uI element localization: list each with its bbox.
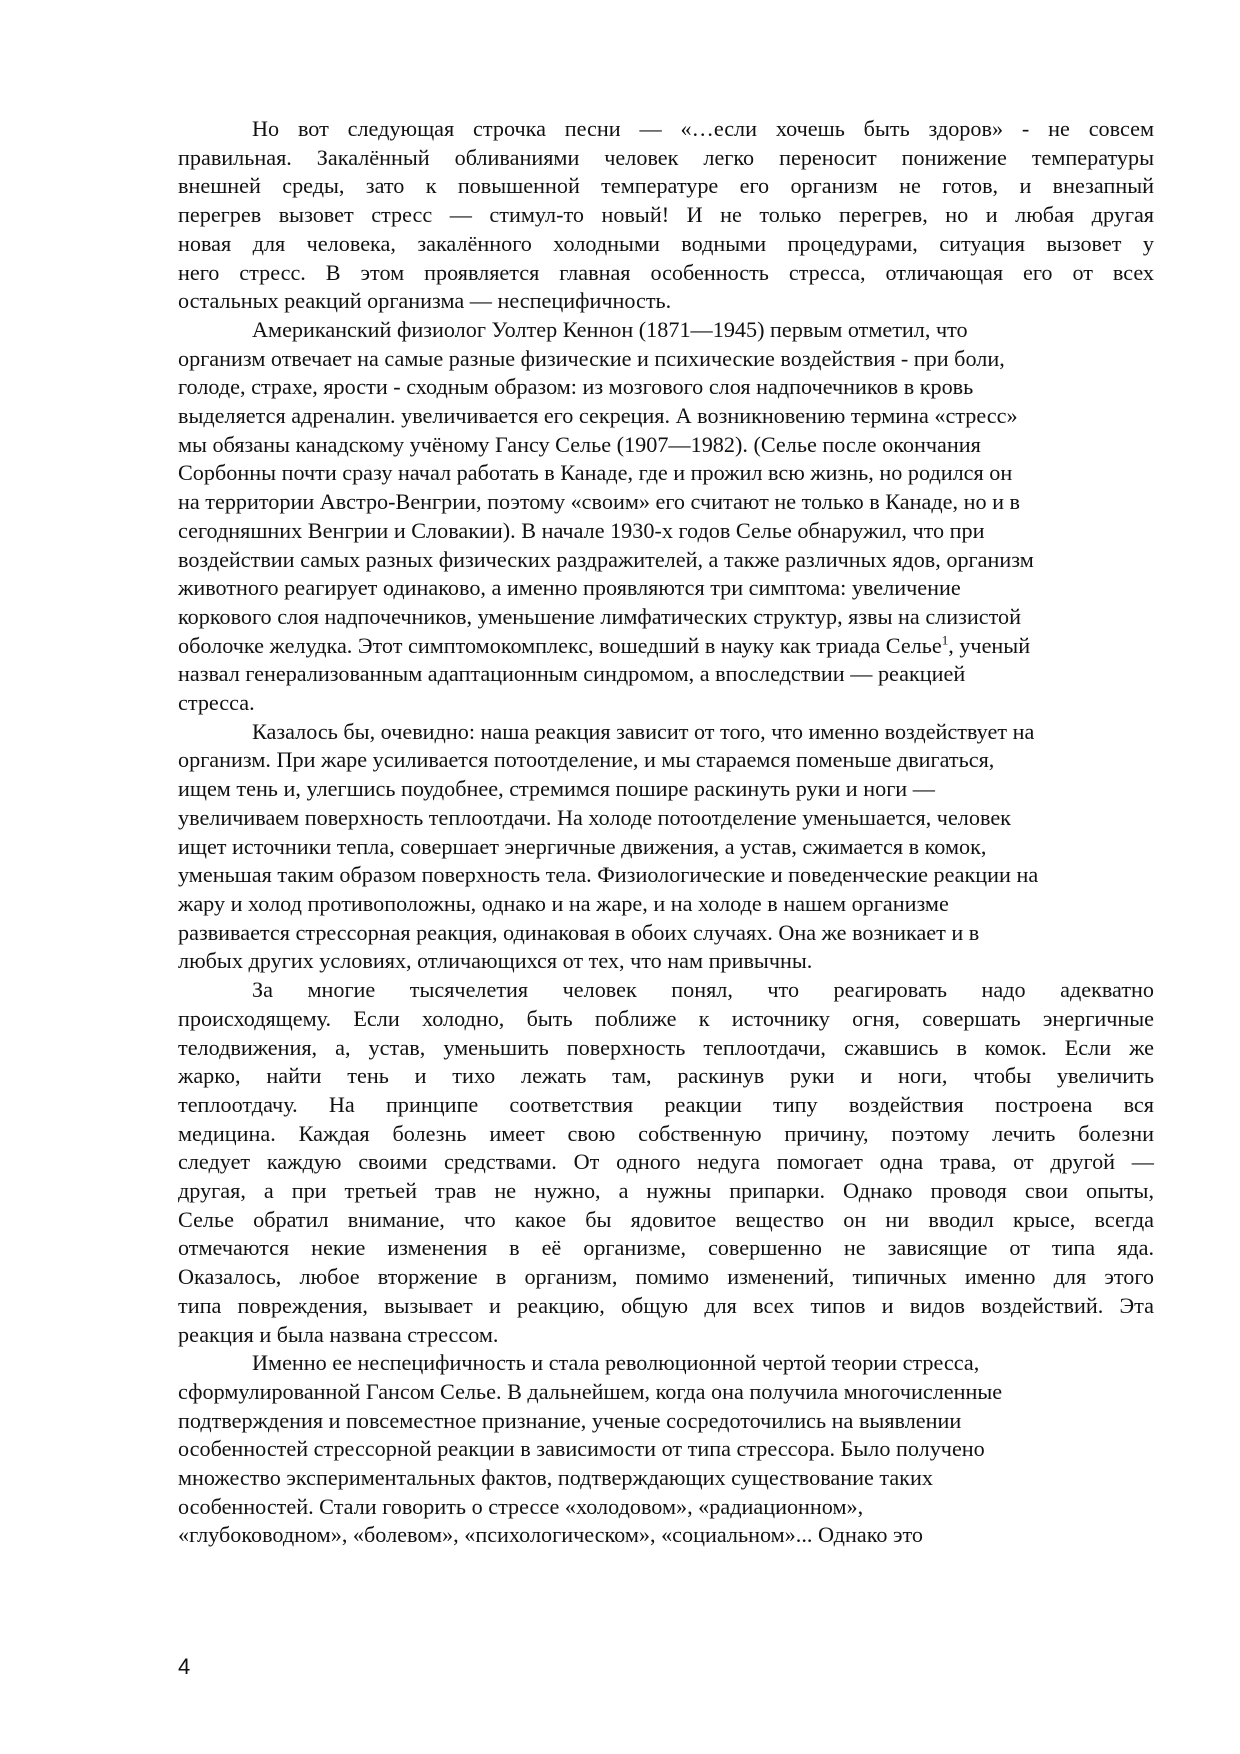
text-line: Казалось бы, очевидно: наша реакция зависит от того, что именно воздействует на <box>252 718 1035 744</box>
page-number: 4 <box>178 1654 191 1679</box>
text-line: увеличиваем поверхность теплоотдачи. На холоде потоотделение уменьшается, человек <box>178 804 1011 830</box>
text-line: правильная. Закалённый обливаниями человек легко переносит понижение температуры <box>178 144 1154 170</box>
text-segment: оболочке желудка. Этот симптомокомплекс, вошедший в науку как триада Селье <box>178 632 942 658</box>
text-line: другая, а при третьей трав не нужно, а нужны припарки. Однако проводя свои опыты, <box>178 1178 1154 1204</box>
text-line: За многие тысячелетия человек понял, что реагировать надо адекватно <box>252 977 1154 1003</box>
text-segment: , ученый <box>948 632 1031 658</box>
text-line: множество экспериментальных фактов, подтверждающих существование таких <box>178 1465 933 1491</box>
text-line: голоде, страхе, ярости - сходным образом: из мозгового слоя надпочечников в кровь <box>178 374 974 400</box>
paragraph-4 <box>178 976 1154 1349</box>
text-line: коркового слоя надпочечников, уменьшение лимфатических структур, язвы на слизистой <box>178 603 1021 629</box>
paragraph-5 <box>178 1349 1154 1550</box>
text-line: особенностей. Стали говорить о стрессе «холодовом», «радиационном», <box>178 1493 864 1519</box>
text-line: внешней среды, зато к повышенной температуре его организм не готов, и внезапный <box>178 173 1154 199</box>
text-line: Оказалось, любое вторжение в организм, помимо изменений, типичных именно для этого <box>178 1264 1154 1290</box>
text-line: телодвижения, а, устав, уменьшить поверхность теплоотдачи, сжавшись в комок. Если же <box>178 1034 1154 1060</box>
text-line: любых других условиях, отличающихся от тех, что нам привычны. <box>178 948 813 974</box>
text-line: «глубоководном», «болевом», «психологическом», «социальном»... Однако это <box>178 1522 924 1548</box>
text-line: выделяется адреналин. увеличивается его секреция. А возникновению термина «стресс» <box>178 403 1018 429</box>
text-line: жарко, найти тень и тихо лежать там, раскинув руки и ноги, чтобы увеличить <box>178 1063 1154 1089</box>
paragraph-2 <box>178 316 1154 718</box>
text-line: отмечаются некие изменения в её организме, совершенно не зависящие от типа яда. <box>178 1235 1154 1261</box>
text-line: подтверждения и повсеместное признание, ученые сосредоточились на выявлении <box>178 1407 962 1433</box>
text-line: сформулированной Гансом Селье. В дальнейшем, когда она получила многочисленные <box>178 1378 1003 1404</box>
text-line: Но вот следующая строчка песни — «…если хочешь быть здоров» - не совсем <box>252 116 1154 141</box>
paragraph-3 <box>178 718 1154 976</box>
text-line: новая для человека, закалённого холодными водными процедурами, ситуация вызовет у <box>178 230 1154 256</box>
text-line: ищет источники тепла, совершает энергичные движения, а устав, сжимается в комок, <box>178 833 987 859</box>
text-line: типа повреждения, вызывает и реакцию, общую для всех типов и видов воздействий. Эта <box>178 1292 1154 1318</box>
text-line: следует каждую своими средствами. От одного недуга помогает одна трава, от другой — <box>178 1149 1154 1175</box>
text-line: особенностей стрессорной реакции в зависимости от типа стрессора. Было получено <box>178 1436 985 1462</box>
text-line: Сорбонны почти сразу начал работать в Канаде, где и прожил всю жизнь, но родился он <box>178 460 1013 486</box>
text-line: Американский физиолог Уолтер Кеннон (1871—1945) первым отметил, что <box>252 316 968 342</box>
text-line: воздействии самых разных физических раздражителей, а также различных ядов, организм <box>178 546 1034 572</box>
text-line: ищем тень и, улегшись поудобнее, стремимся пошире раскинуть руки и ноги — <box>178 776 935 802</box>
text-line: остальных реакций организма — неспецифичность. <box>178 288 672 314</box>
text-line: на территории Австро-Венгрии, поэтому «своим» его считают не только в Канаде, но и в <box>178 489 1021 515</box>
text-line: реакция и была названа стрессом. <box>178 1321 499 1347</box>
text-line: мы обязаны канадскому учёному Гансу Селье (1907—1982). (Селье после окончания <box>178 431 981 457</box>
text-line: организм отвечает на самые разные физические и психические воздействия - при боли, <box>178 345 1005 371</box>
text-line: животного реагирует одинаково, а именно проявляются три симптома: увеличение <box>178 575 961 601</box>
text-line: назвал генерализованным адаптационным синдромом, а впоследствии — реакцией <box>178 661 966 687</box>
text-line: него стресс. В этом проявляется главная особенность стресса, отличающая его от всех <box>178 259 1154 285</box>
text-line: перегрев вызовет стресс — стимул-то новый! И не только перегрев, но и любая другая <box>178 202 1154 228</box>
text-line: происходящему. Если холодно, быть поближе к источнику огня, совершать энергичные <box>178 1005 1154 1031</box>
document-page <box>178 115 1154 1550</box>
text-line: развивается стрессорная реакция, одинаковая в обоих случаях. Она же возникает и в <box>178 919 980 945</box>
text-line: Селье обратил внимание, что какое бы ядовитое вещество он ни вводил крысе, всегда <box>178 1206 1154 1232</box>
text-line: уменьшая таким образом поверхность тела. Физиологические и поведенческие реакции на <box>178 862 1039 888</box>
footnote-mark[interactable]: 1 <box>941 632 949 648</box>
text-line-with-footnote <box>178 632 1154 661</box>
text-line: теплоотдачу. На принципе соответствия реакции типу воздействия построена вся <box>178 1091 1154 1117</box>
text-line: организм. При жаре усиливается потоотделение, и мы стараемся поменьше двигаться, <box>178 747 995 773</box>
text-line: жару и холод противоположны, однако и на жаре, и на холоде в нашем организме <box>178 890 949 916</box>
text-line: Именно ее неспецифичность и стала революционной чертой теории стресса, <box>252 1350 980 1376</box>
paragraph-1 <box>178 115 1154 316</box>
text-line: сегодняшних Венгрии и Словакии). В начале 1930-х годов Селье обнаружил, что при <box>178 517 985 543</box>
text-line: стресса. <box>178 690 255 716</box>
text-line: медицина. Каждая болезнь имеет свою собственную причину, поэтому лечить болезни <box>178 1120 1154 1146</box>
